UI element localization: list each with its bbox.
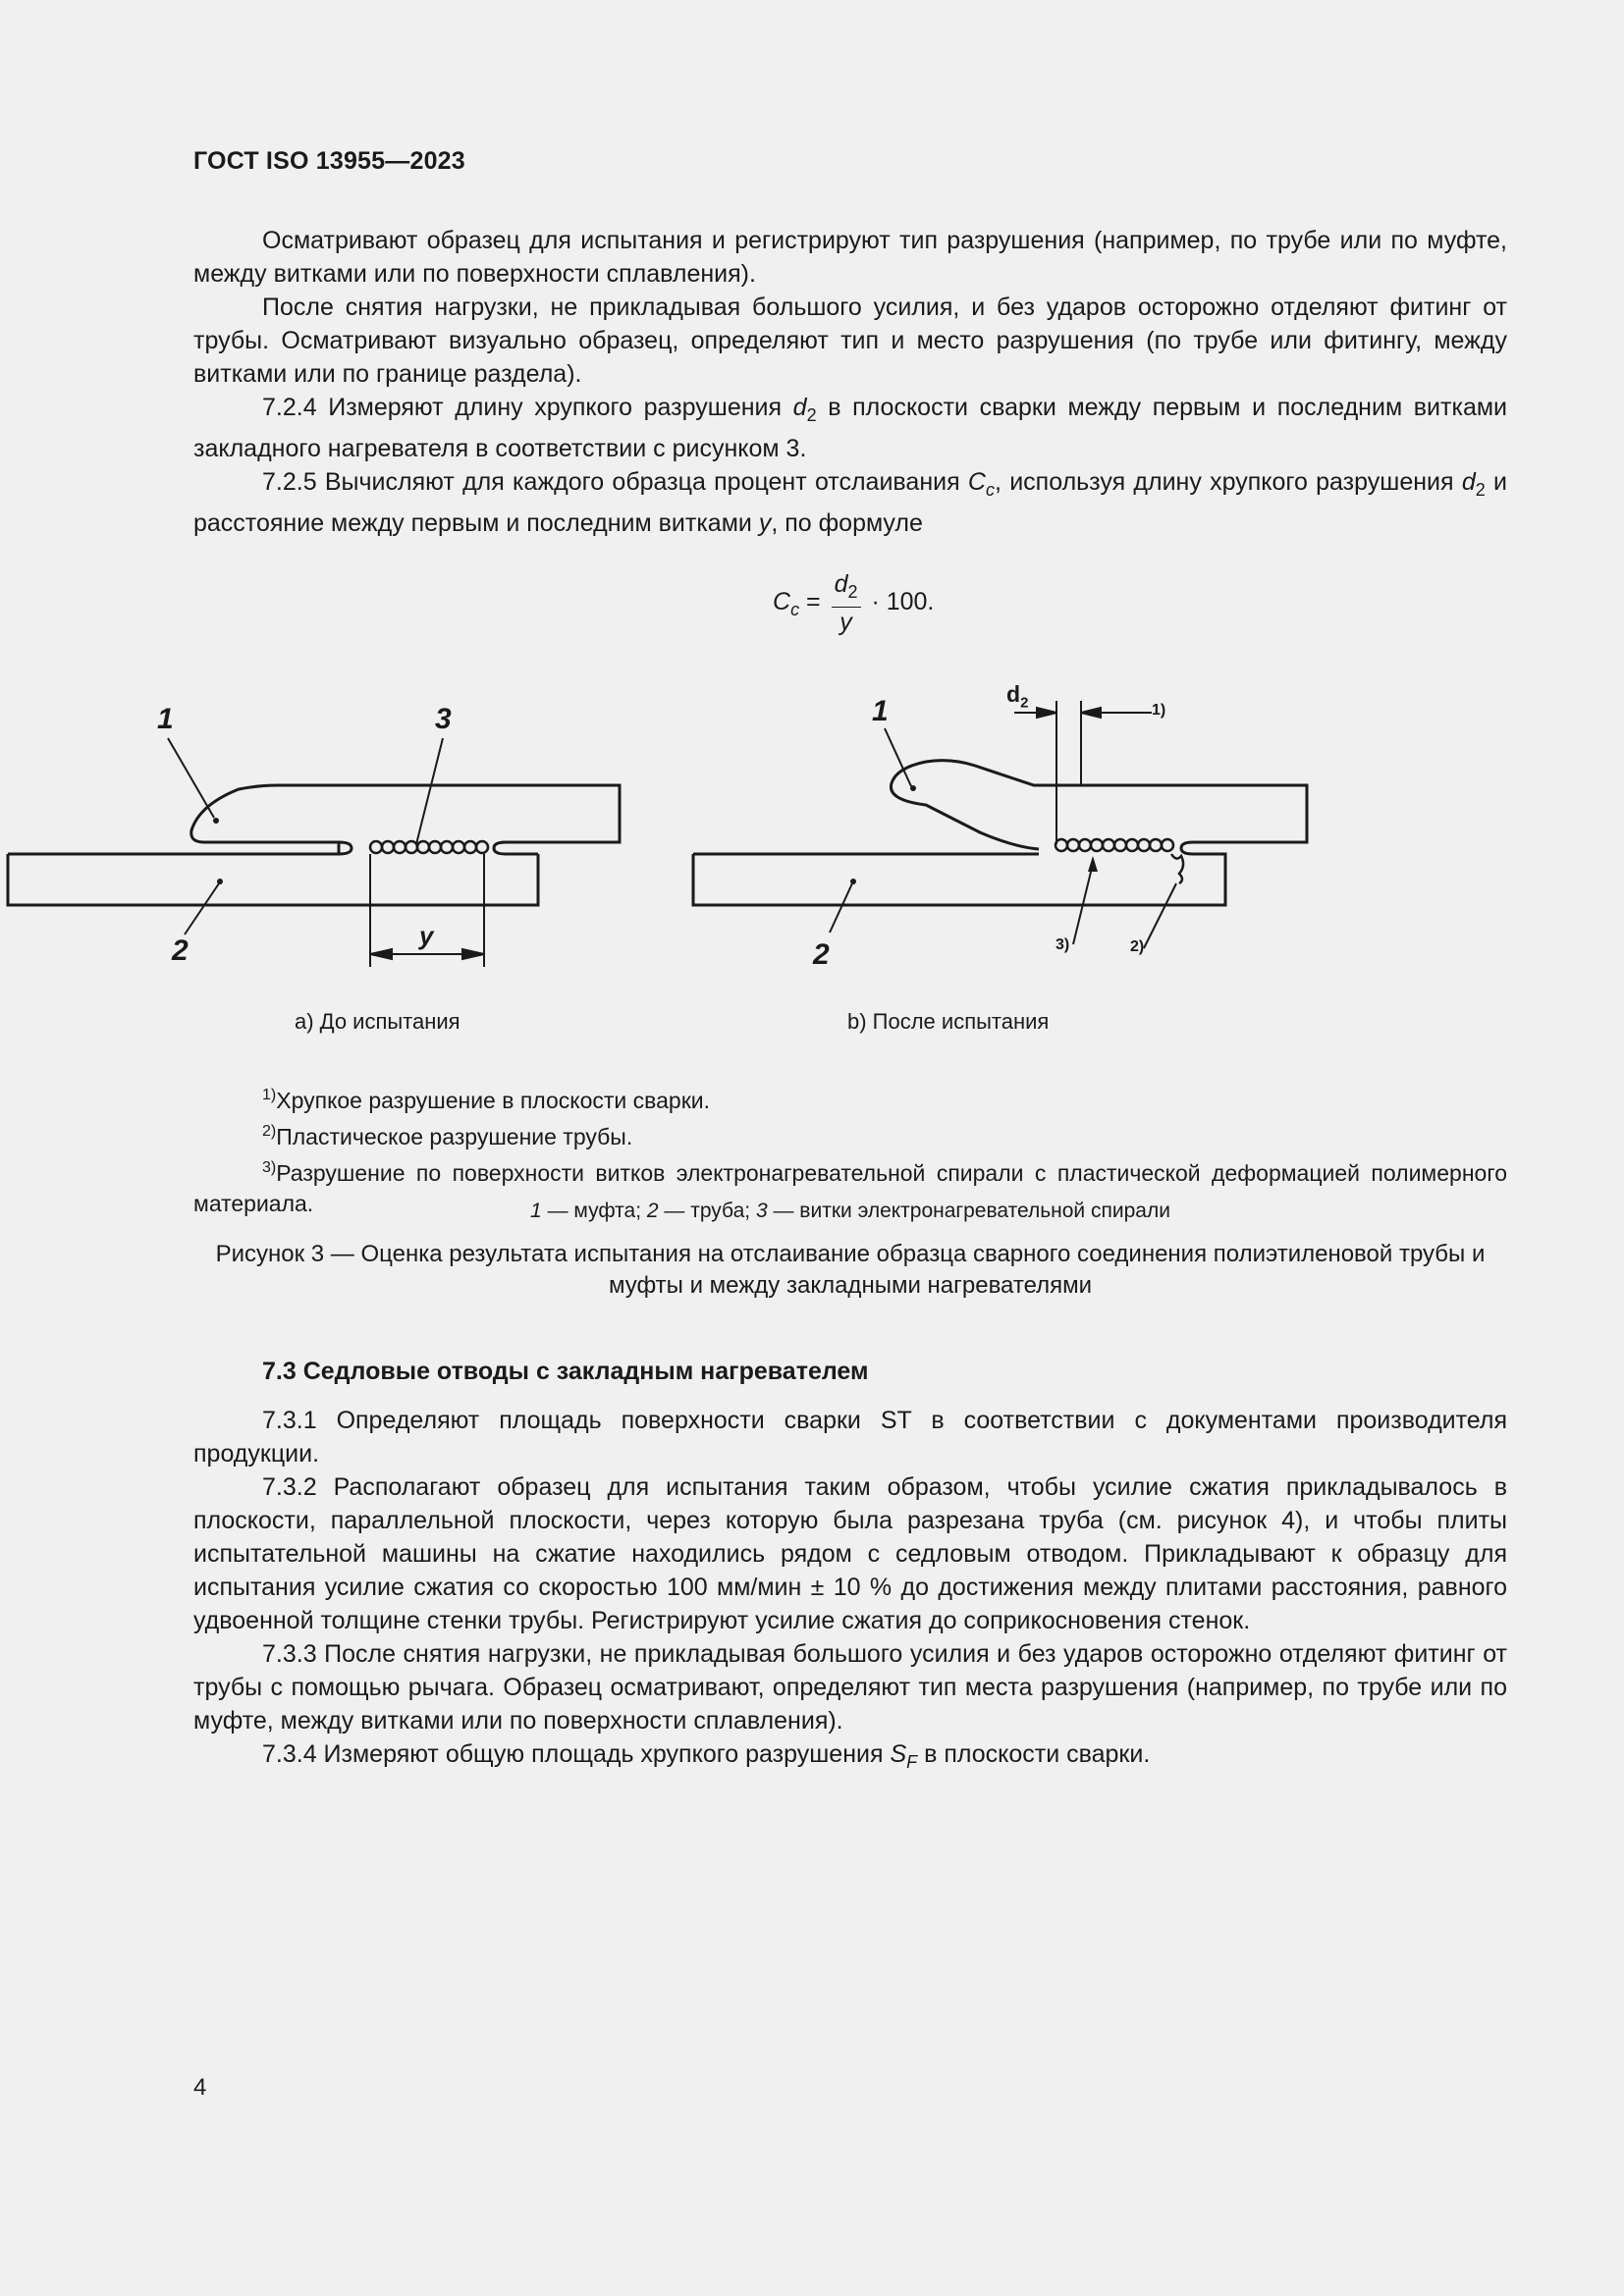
paragraph-separation: После снятия нагрузки, не прикладывая большого усилия, и без ударов осторожно отделяют фитинг от трубы. Осматривают визуально образец, определяют тип и место разрушения (по трубе или фитингу, между витками или по границе раздела). (193, 294, 1507, 388)
document-header: ГОСТ ISO 13955—2023 (193, 147, 465, 175)
figure-3 (0, 681, 1431, 1060)
body-top (193, 224, 1507, 540)
paragraph-7-2-5: 7.2.5 Вычисляют для каждого образца процент отслаивания $C_c$, используя длину хрупкого разрушения $d_2$ и расстояние между первым и последним витками y, по формуле (193, 468, 1507, 537)
formula-fraction: $\frac{d_2}{y}$ (832, 569, 861, 637)
note-3: $^{3)}$Разрушение по поверхности витков электронагревательной спирали с пластической деформацией полимерного материала. (193, 1159, 1507, 1216)
heating-coils-a (370, 841, 488, 853)
panel-b-after-test (693, 701, 1307, 948)
page-number: 4 (193, 2074, 207, 2101)
dimension-d2 (1014, 701, 1152, 844)
label-1-a: 1 (157, 703, 174, 735)
leader-lines-b (830, 728, 1176, 948)
panel-a-before-test (8, 738, 620, 967)
label-y: y (419, 921, 434, 950)
panel-b-caption: b) После испытания (847, 1009, 1050, 1034)
label-2-a: 2 (172, 934, 189, 967)
label-note-3: 3) (1056, 936, 1070, 953)
note-2: $^{2)}$Пластическое разрушение трубы. (262, 1123, 633, 1149)
label-note-2: 2) (1130, 938, 1145, 955)
label-note-1: 1) (1152, 702, 1166, 719)
peel-percentage-formula: $C_c$ = $\frac{d_2}{y}$ · 100. (773, 570, 935, 636)
paragraph-7-3-2: 7.3.2 Располагают образец для испытания таким образом, чтобы усилие сжатия прикладывалось в плоскости, параллельной плоскости, через которую была разрезана труба (см. рисунок 4), и чтобы плиты испытательной машины на сжатие находились рядом с седловым отводом. Прикладывают к образцу для испытания усилие сжатия со скоростью 100 мм/мин ± 10 % до достижения между плитами расстояния, равного удвоенной толщине стенки трубы. Регистрируют усилие сжатия до соприкосновения стенок. (193, 1473, 1507, 1634)
label-1-b: 1 (872, 695, 889, 727)
heating-coils-b (1056, 839, 1173, 851)
figure-3-drawing (0, 687, 1431, 1060)
label-3-a: 3 (435, 703, 452, 735)
label-d2: $d_2$ (1006, 681, 1029, 712)
label-2-b: 2 (813, 938, 830, 971)
figure-notes (193, 1080, 1507, 1219)
section-title-7-3: 7.3 Седловые отводы с закладным нагревателем (262, 1358, 869, 1385)
figure-caption: Рисунок 3 — Оценка результата испытания на отслаивание образца сварного соединения полиэтиленовой трубы и муфты и между закладными нагревателями (215, 1241, 1486, 1299)
panel-a-caption: а) До испытания (295, 1009, 460, 1034)
figure-legend: 1 — муфта; 2 — труба; 3 — витки электронагревательной спирали (530, 1200, 1170, 1222)
paragraph-7-2-4: 7.2.4 Измеряют длину хрупкого разрушения $d_2$ в плоскости сварки между первым и последним витками закладного нагревателя в соответствии с рисунком 3. (193, 394, 1507, 462)
body-section-7-3 (193, 1404, 1507, 1779)
paragraph-7-3-4: 7.3.4 Измеряют общую площадь хрупкого разрушения $S_F$ в плоскости сварки. (262, 1740, 1151, 1772)
paragraph-7-3-3: 7.3.3 После снятия нагрузки, не прикладывая большого усилия и без ударов осторожно отделяют фитинг от трубы с помощью рычага. Образец осматривают, определяют тип места разрушения (например, по трубе или по муфте, между витками или по поверхности сплавления). (193, 1640, 1507, 1735)
note-1: $^{1)}$Хрупкое разрушение в плоскости сварки. (262, 1087, 710, 1113)
paragraph-inspection: Осматривают образец для испытания и регистрируют тип разрушения (например, по трубе или по муфте, между витками или по поверхности сплавления). (193, 227, 1507, 288)
paragraph-7-3-1: 7.3.1 Определяют площадь поверхности сварки ST в соответствии с документами производителя продукции. (193, 1407, 1507, 1468)
